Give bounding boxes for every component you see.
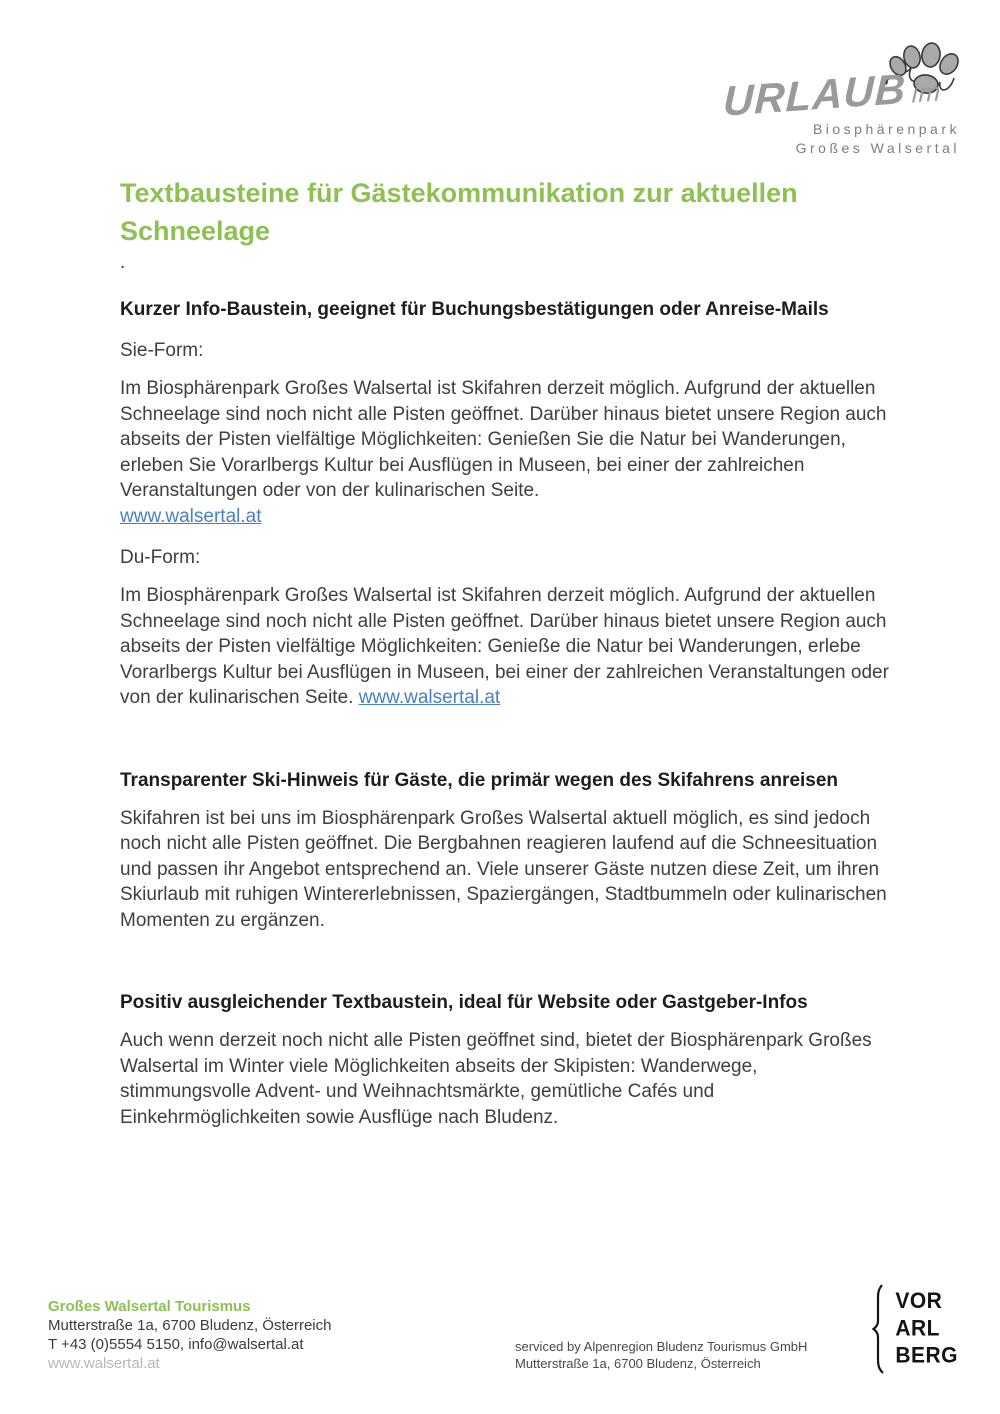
ski-hinweis-paragraph: Skifahren ist bei uns im Biosphärenpark Großes Walsertal aktuell möglich, es sind jedoch noch nicht alle Pisten geöffnet. Die Bergbahnen reagieren laufend auf die Schneesituation und passen ihr Angebot entsprechend an. Viele unserer Gäste nutzen diese Zeit, um ihren Skiurlaub mit ruhigen Wintererlebnissen, Spaziergängen, Stadtbummeln oder kulinarischen Momenten zu ergänzen.: [120, 807, 887, 931]
walsertal-link-sie[interactable]: www.walsertal.at: [120, 505, 262, 527]
footer-org-name: Großes Walsertal Tourismus: [48, 1298, 251, 1315]
vorarlberg-line-1: VOR: [895, 1289, 943, 1314]
footer-contact-block: [48, 1297, 331, 1373]
footer-website-link[interactable]: www.walsertal.at: [48, 1355, 160, 1372]
vorarlberg-line-3: BERG: [895, 1343, 958, 1368]
walsertal-logo: [720, 42, 960, 158]
section-heading-positiv: Positiv ausgleichender Textbaustein, ideal für Website oder Gastgeber-Infos: [120, 992, 808, 1013]
du-form-label: Du-Form:: [120, 547, 201, 568]
footer-address: Mutterstraße 1a, 6700 Bludenz, Österreich: [48, 1317, 332, 1334]
vorarlberg-logo: [872, 1283, 958, 1375]
brace-icon: [872, 1283, 886, 1375]
page-title: Textbausteine für Gästekommunikation zur aktuellen Schneelage: [120, 178, 798, 246]
sie-form-label: Sie-Form:: [120, 340, 204, 361]
vorarlberg-wordmark: [895, 1288, 958, 1370]
sie-form-text: Im Biosphärenpark Großes Walsertal ist Skifahren derzeit möglich. Aufgrund der aktuellen Schneelage sind noch nicht alle Pisten geöffnet. Darüber hinaus bietet unsere Region auch abseits der Pisten vielfältige Möglichkeiten: Genießen Sie die Natur bei Wanderungen, erleben Sie Vorarlbergs Kultur bei Ausflügen in Museen, bei einer der zahlreichen Veranstaltungen oder von der kulinarischen Seite.: [120, 378, 887, 501]
section-heading-info-baustein: Kurzer Info-Baustein, geeignet für Buchungsbestätigungen oder Anreise-Mails: [120, 299, 829, 320]
footer-phone-email: T +43 (0)5554 5150, info@walsertal.at: [48, 1336, 304, 1353]
logo-script: [723, 62, 943, 125]
logo-line-biosphaerenpark: Biosphärenpark: [812, 121, 960, 137]
logo-script-suffix: im: [911, 76, 943, 109]
logo-artwork: [720, 42, 960, 125]
section-heading-ski-hinweis: Transparenter Ski-Hinweis für Gäste, die primär wegen des Skifahrens anreisen: [120, 769, 839, 791]
logo-script-main: URLAUB: [722, 64, 908, 125]
stray-dot: .: [120, 252, 126, 273]
sie-form-paragraph: [120, 376, 892, 529]
positiv-paragraph: Auch wenn derzeit noch nicht alle Pisten geöffnet sind, bietet der Biosphärenpark Großes Walsertal im Winter viele Möglichkeiten abseits der Skipisten: Wanderwege, stimmungsvolle Advent- und Weihnachtsmärkte, gemütliche Cafés und Einkehrmöglichkeiten sowie Ausflüge nach Bludenz.: [120, 1030, 872, 1128]
walsertal-link-du[interactable]: www.walsertal.at: [358, 687, 501, 708]
du-form-paragraph: [120, 583, 892, 711]
footer-serviced-block: [515, 1338, 807, 1372]
serviced-by-line: serviced by Alpenregion Bludenz Tourismus GmbH: [515, 1339, 808, 1354]
logo-line-grosses-walsertal: Großes Walsertal: [795, 140, 960, 156]
du-form-text: Im Biosphärenpark Großes Walsertal ist Skifahren derzeit möglich. Aufgrund der aktuellen Schneelage sind noch nicht alle Pisten geöffnet. Darüber hinaus bietet unsere Region auch abseits der Pisten vielfältige Möglichkeiten: Genieße die Natur bei Wanderungen, erlebe Vorarlbergs Kultur bei Ausflügen in Museen, bei einer der zahlreichen Veranstaltungen oder von der kulinarischen Seite.: [120, 585, 889, 708]
document-content: [120, 174, 892, 1130]
vorarlberg-line-2: ARL: [895, 1316, 940, 1341]
serviced-address-line: Mutterstraße 1a, 6700 Bludenz, Österreich: [515, 1356, 761, 1371]
